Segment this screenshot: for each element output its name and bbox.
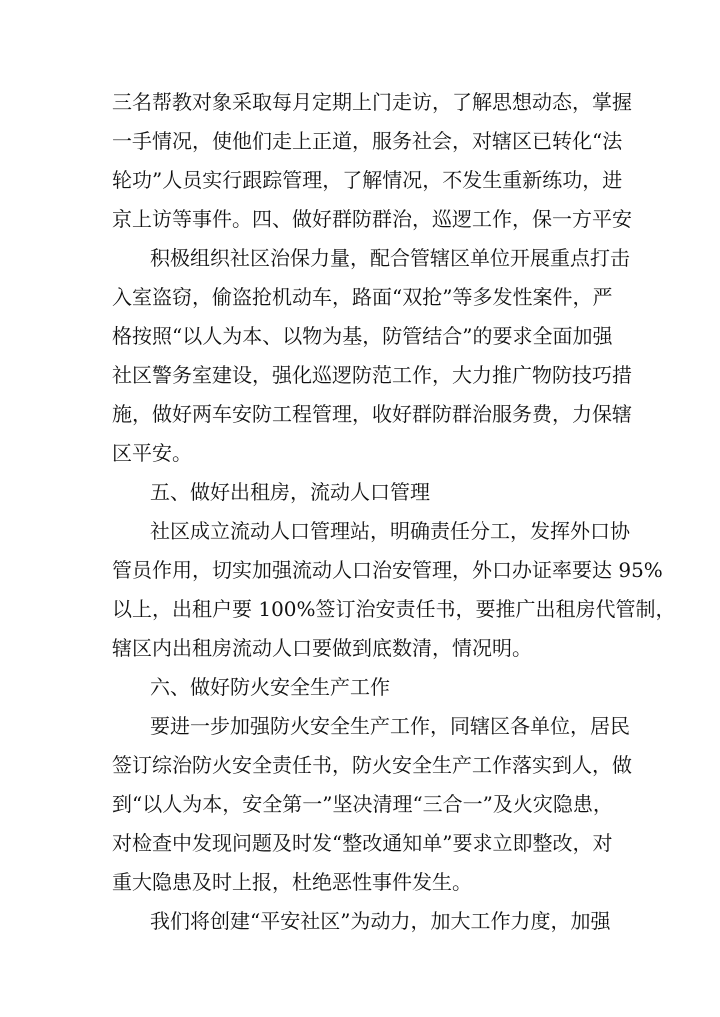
text-line-2: 一手情况，使他们走上正道，服务社会，对辖区已转化“法 bbox=[112, 129, 623, 153]
section-heading-5: 五、做好出租房，流动人口管理 bbox=[150, 480, 430, 504]
text-line-10: 区平安。 bbox=[112, 441, 192, 465]
text-line-5: 积极组织社区治保力量，配合管辖区单位开展重点打击 bbox=[150, 246, 630, 270]
text-line-21: 重大隐患及时上报，杜绝恶性事件发生。 bbox=[112, 870, 472, 894]
text-line-20: 对检查中发现问题及时发“整改通知单”要求立即整改，对 bbox=[112, 831, 613, 855]
text-line-14: 以上，出租户要 100%签订治安责任书，要推广出租房代管制， bbox=[112, 597, 676, 621]
text-line-8: 社区警务室建设，强化巡逻防范工作，大力推广物防技巧措 bbox=[112, 363, 632, 387]
text-line-17: 要进一步加强防火安全生产工作，同辖区各单位，居民 bbox=[150, 714, 630, 738]
section-heading-6: 六、做好防火安全生产工作 bbox=[150, 675, 390, 699]
text-line-4: 京上访等事件。四、做好群防群治，巡逻工作，保一方平安 bbox=[112, 207, 632, 231]
text-line-19: 到“以人为本，安全第一”坚决清理“三合一”及火灾隐患， bbox=[112, 792, 613, 816]
text-line-18: 签订综治防火安全责任书，防火安全生产工作落实到人，做 bbox=[112, 753, 632, 777]
text-line-22: 我们将创建“平安社区”为动力，加大工作力度，加强 bbox=[150, 909, 611, 933]
text-line-3: 轮功”人员实行跟踪管理，了解情况，不发生重新练功，进 bbox=[112, 168, 623, 192]
text-line-9: 施，做好两车安防工程管理，收好群防群治服务费，力保辖 bbox=[112, 402, 632, 426]
text-line-15: 辖区内出租房流动人口要做到底数清，情况明。 bbox=[112, 636, 532, 660]
text-line-1: 三名帮教对象采取每月定期上门走访，了解思想动态，掌握 bbox=[112, 90, 632, 114]
text-line-6: 入室盗窃，偷盗抢机动车，路面“双抢”等多发性案件，严 bbox=[112, 285, 613, 309]
text-line-7: 格按照“以人为本、以物为基，防管结合”的要求全面加强 bbox=[112, 324, 613, 348]
text-line-12: 社区成立流动人口管理站，明确责任分工，发挥外口协 bbox=[150, 519, 630, 543]
text-line-13: 管员作用，切实加强流动人口治安管理，外口办证率要达 95% bbox=[112, 558, 663, 582]
